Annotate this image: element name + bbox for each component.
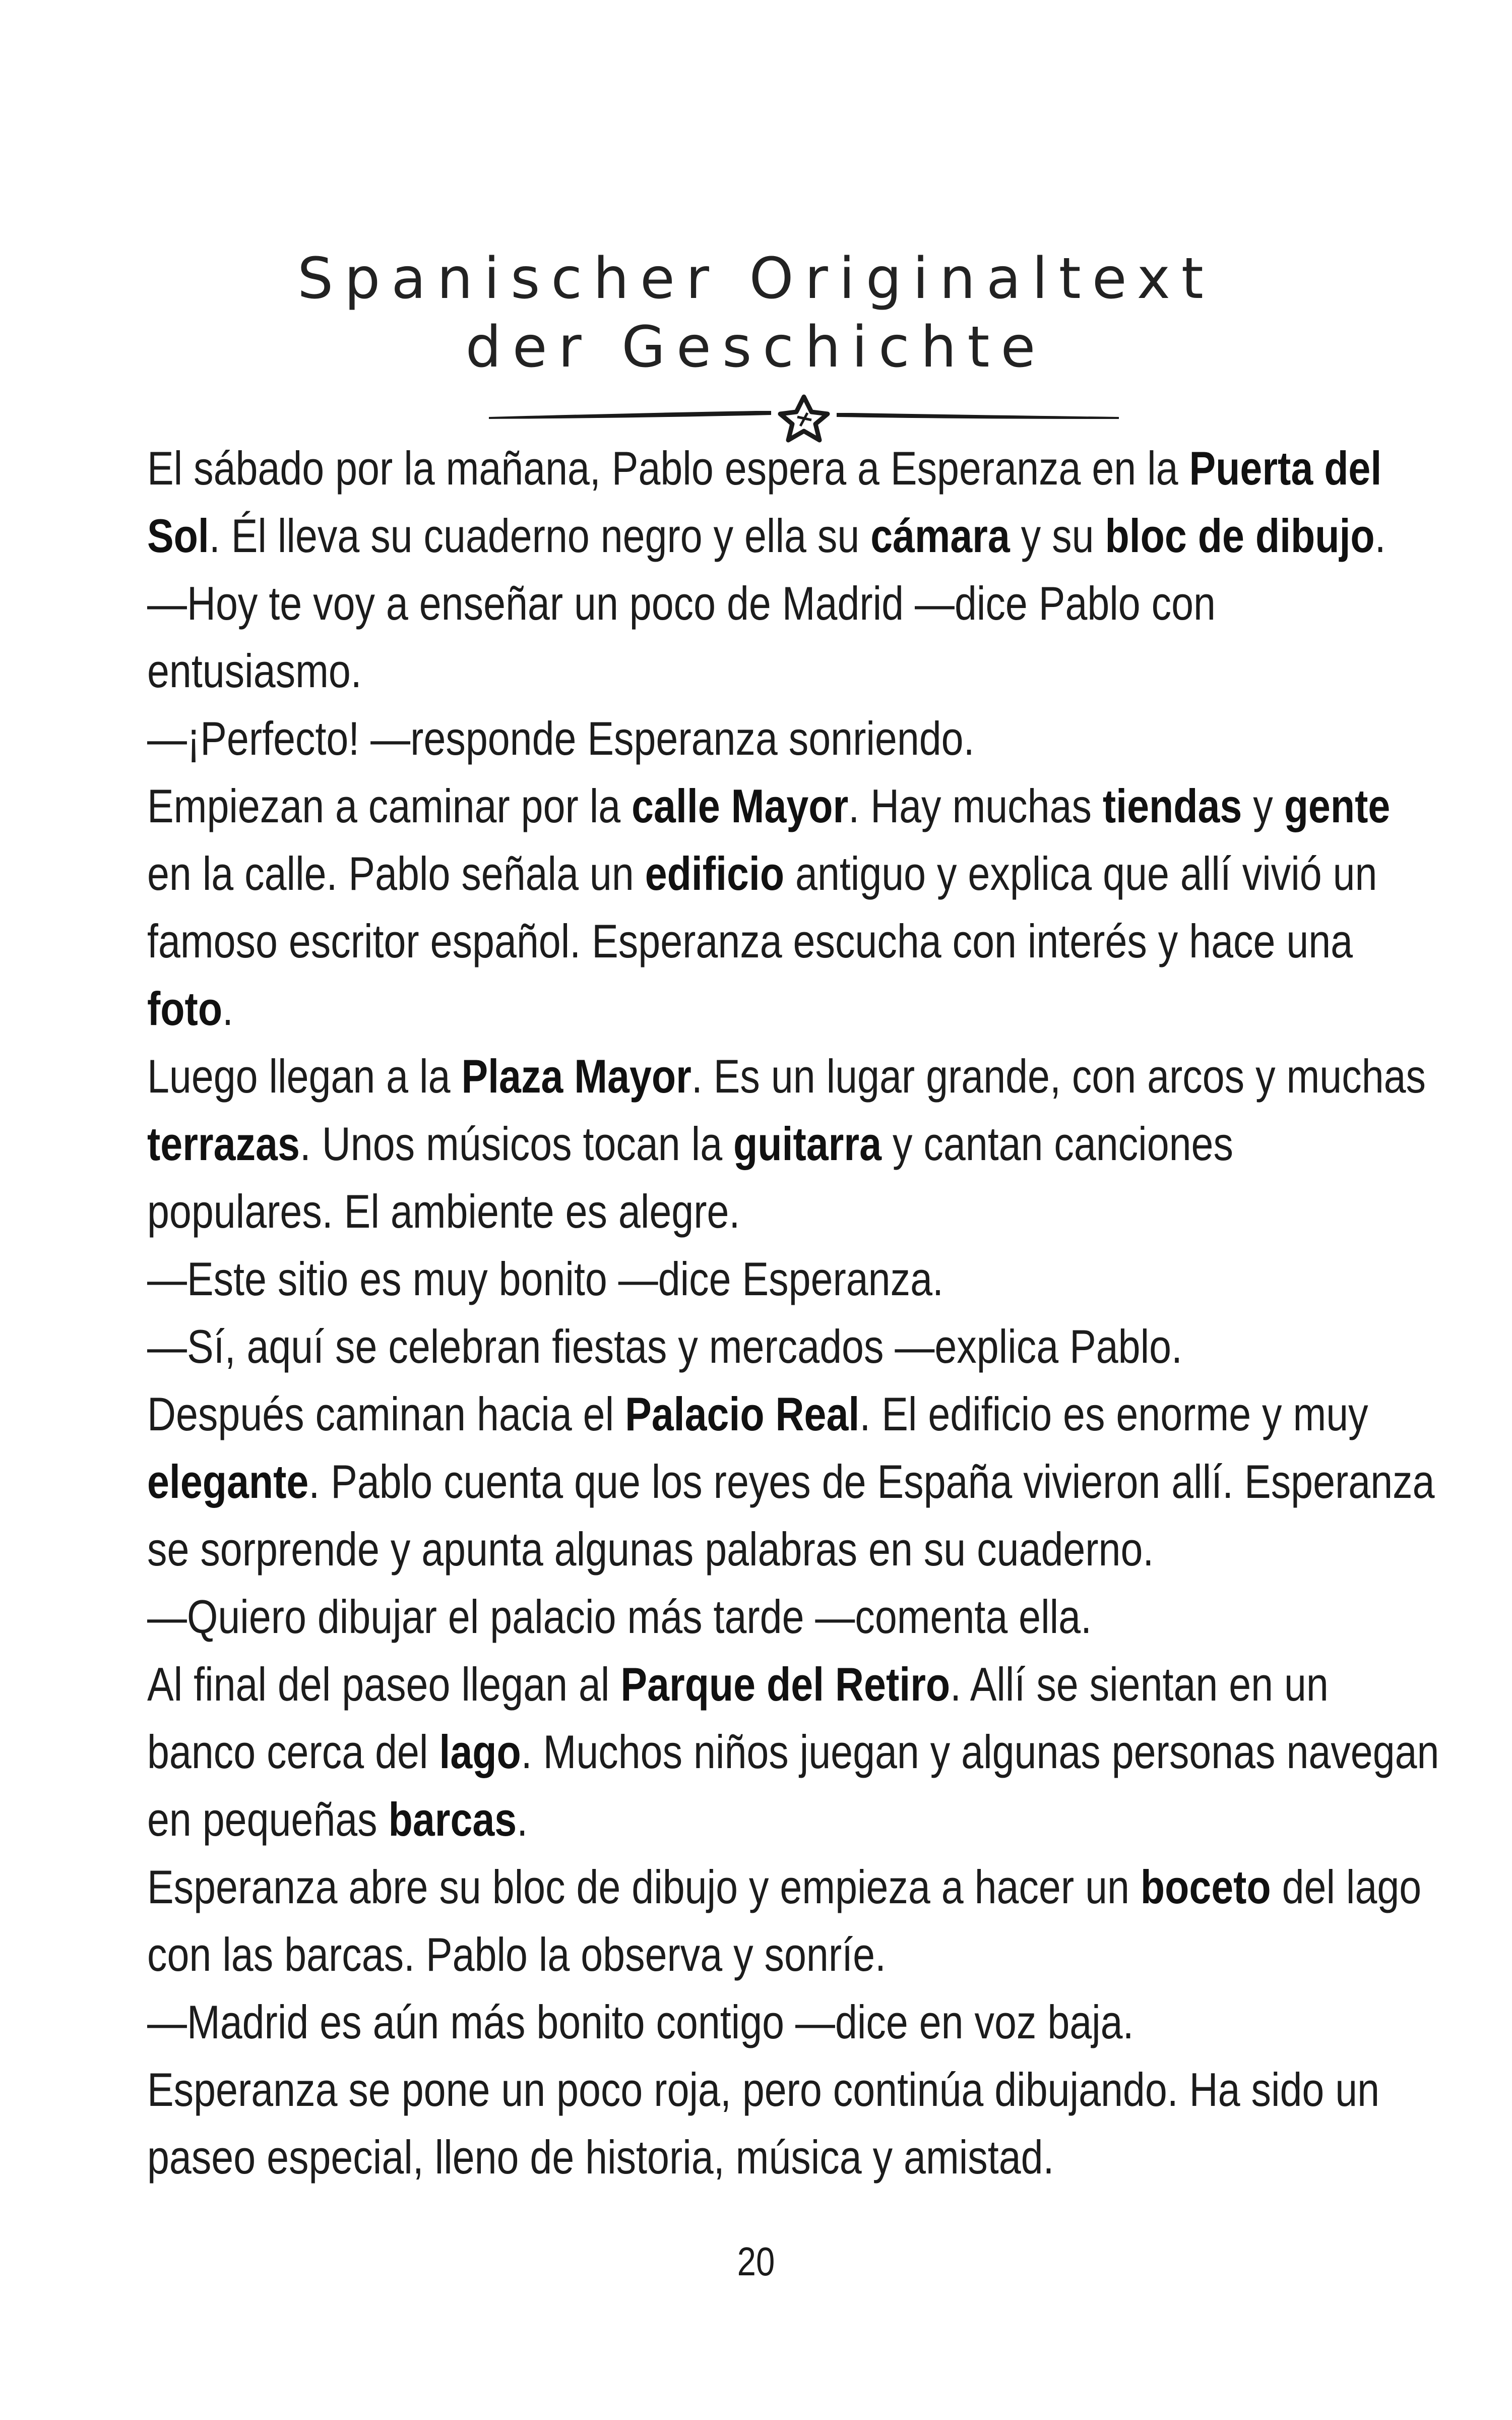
story-line bbox=[147, 502, 1386, 570]
story-line bbox=[147, 1043, 1426, 1110]
vocab-highlight: edificio bbox=[645, 847, 785, 900]
story-line bbox=[147, 908, 1353, 975]
vocab-highlight: guitarra bbox=[733, 1117, 882, 1170]
story-line bbox=[147, 1921, 1265, 1988]
vocab-highlight: foto bbox=[147, 982, 223, 1035]
text-run: . Unos músicos tocan la bbox=[299, 1117, 734, 1170]
story-line bbox=[147, 772, 1391, 840]
text-run: . Él lleva su cuaderno negro y ella su bbox=[209, 509, 871, 562]
vocab-highlight: bloc de dibujo bbox=[1105, 509, 1375, 562]
story-line bbox=[147, 1245, 1265, 1313]
text-run: Esperanza abre su bloc de dibujo y empieza a hacer un bbox=[147, 1860, 1141, 1913]
text-run: entusiasmo. bbox=[147, 644, 362, 697]
text-run: populares. El ambiente es alegre. bbox=[147, 1185, 740, 1238]
story-line bbox=[147, 1853, 1422, 1921]
story-line bbox=[147, 1786, 1265, 1853]
text-run: —¡Perfecto! —responde Esperanza sonriendo. bbox=[147, 712, 975, 765]
vocab-highlight: Sol bbox=[147, 509, 209, 562]
page-title bbox=[0, 245, 1512, 382]
story-line bbox=[147, 1583, 1265, 1651]
vocab-highlight: cámara bbox=[870, 509, 1010, 562]
vocab-highlight: Puerta del bbox=[1189, 442, 1382, 495]
story-line bbox=[147, 1516, 1265, 1583]
text-run: Luego llegan a la bbox=[147, 1050, 462, 1103]
vocab-highlight: barcas bbox=[388, 1793, 517, 1846]
text-run: con las barcas. Pablo la observa y sonríe. bbox=[147, 1928, 886, 1981]
text-run: del lago bbox=[1271, 1860, 1422, 1913]
vocab-highlight: gente bbox=[1284, 779, 1391, 832]
story-line bbox=[147, 2124, 1265, 2191]
story-line bbox=[147, 705, 1265, 772]
text-run: antiguo y explica que allí vivió un bbox=[784, 847, 1377, 900]
text-run: y bbox=[1242, 779, 1284, 832]
story-line bbox=[147, 1380, 1368, 1448]
vocab-highlight: boceto bbox=[1140, 1860, 1271, 1913]
story-line bbox=[147, 1448, 1435, 1516]
text-run: —Este sitio es muy bonito —dice Esperanza. bbox=[147, 1252, 943, 1305]
story-line bbox=[147, 1651, 1329, 1718]
text-run: se sorprende y apunta algunas palabras en su cuaderno. bbox=[147, 1523, 1154, 1576]
vocab-highlight: Palacio Real bbox=[625, 1387, 860, 1440]
vocab-highlight: lago bbox=[439, 1725, 521, 1778]
text-run: en pequeñas bbox=[147, 1793, 389, 1846]
text-run: banco cerca del bbox=[147, 1725, 439, 1778]
text-run: . Hay muchas bbox=[848, 779, 1103, 832]
story-line bbox=[147, 840, 1377, 908]
text-run: El sábado por la mañana, Pablo espera a Esperanza en la bbox=[147, 442, 1189, 495]
text-run: Esperanza se pone un poco roja, pero continúa dibujando. Ha sido un bbox=[147, 2063, 1380, 2116]
text-run: Después caminan hacia el bbox=[147, 1387, 625, 1440]
story-line bbox=[147, 1178, 1265, 1245]
title-line-2: der Geschichte bbox=[465, 315, 1047, 380]
text-run: —Hoy te voy a enseñar un poco de Madrid —dice Pablo con bbox=[147, 577, 1216, 630]
story-line bbox=[147, 1313, 1265, 1380]
text-run: —Quiero dibujar el palacio más tarde —comenta ella. bbox=[147, 1590, 1092, 1643]
text-run: . bbox=[1374, 509, 1386, 562]
vocab-highlight: tiendas bbox=[1102, 779, 1242, 832]
vocab-highlight: terrazas bbox=[147, 1117, 300, 1170]
story-text bbox=[147, 435, 1439, 2191]
story-line bbox=[147, 570, 1265, 637]
text-run: . Pablo cuenta que los reyes de España vivieron allí. Esperanza bbox=[308, 1455, 1435, 1508]
text-run: paseo especial, lleno de historia, música y amistad. bbox=[147, 2131, 1054, 2184]
vocab-highlight: calle Mayor bbox=[632, 779, 849, 832]
story-line bbox=[147, 2056, 1380, 2124]
vocab-highlight: elegante bbox=[147, 1455, 309, 1508]
text-run: . bbox=[222, 982, 234, 1035]
story-line bbox=[147, 435, 1382, 502]
text-run: . Muchos niños juegan y algunas personas navegan bbox=[521, 1725, 1439, 1778]
text-run: . Es un lugar grande, con arcos y muchas bbox=[691, 1050, 1426, 1103]
text-run: famoso escritor español. Esperanza escucha con interés y hace una bbox=[147, 915, 1353, 967]
text-run: —Madrid es aún más bonito contigo —dice en voz baja. bbox=[147, 1995, 1134, 2048]
story-line bbox=[147, 975, 1265, 1043]
text-run: Al final del paseo llegan al bbox=[147, 1658, 621, 1711]
vocab-highlight: Parque del Retiro bbox=[620, 1658, 951, 1711]
text-run: en la calle. Pablo señala un bbox=[147, 847, 645, 900]
text-run: Empiezan a caminar por la bbox=[147, 779, 632, 832]
page-number: 20 bbox=[737, 2239, 775, 2284]
text-run: —Sí, aquí se celebran fiestas y mercados —explica Pablo. bbox=[147, 1320, 1182, 1373]
story-line bbox=[147, 1718, 1439, 1786]
story-line bbox=[147, 637, 1265, 705]
story-line bbox=[147, 1110, 1265, 1178]
text-run: . bbox=[517, 1793, 528, 1846]
vocab-highlight: Plaza Mayor bbox=[461, 1050, 691, 1103]
title-line-1: Spanischer Originaltext bbox=[297, 246, 1215, 312]
text-run: y su bbox=[1010, 509, 1105, 562]
text-run: . El edificio es enorme y muy bbox=[859, 1387, 1368, 1440]
story-line bbox=[147, 1988, 1265, 2056]
text-run: y cantan canciones bbox=[881, 1117, 1233, 1170]
text-run: . Allí se sientan en un bbox=[950, 1658, 1329, 1711]
